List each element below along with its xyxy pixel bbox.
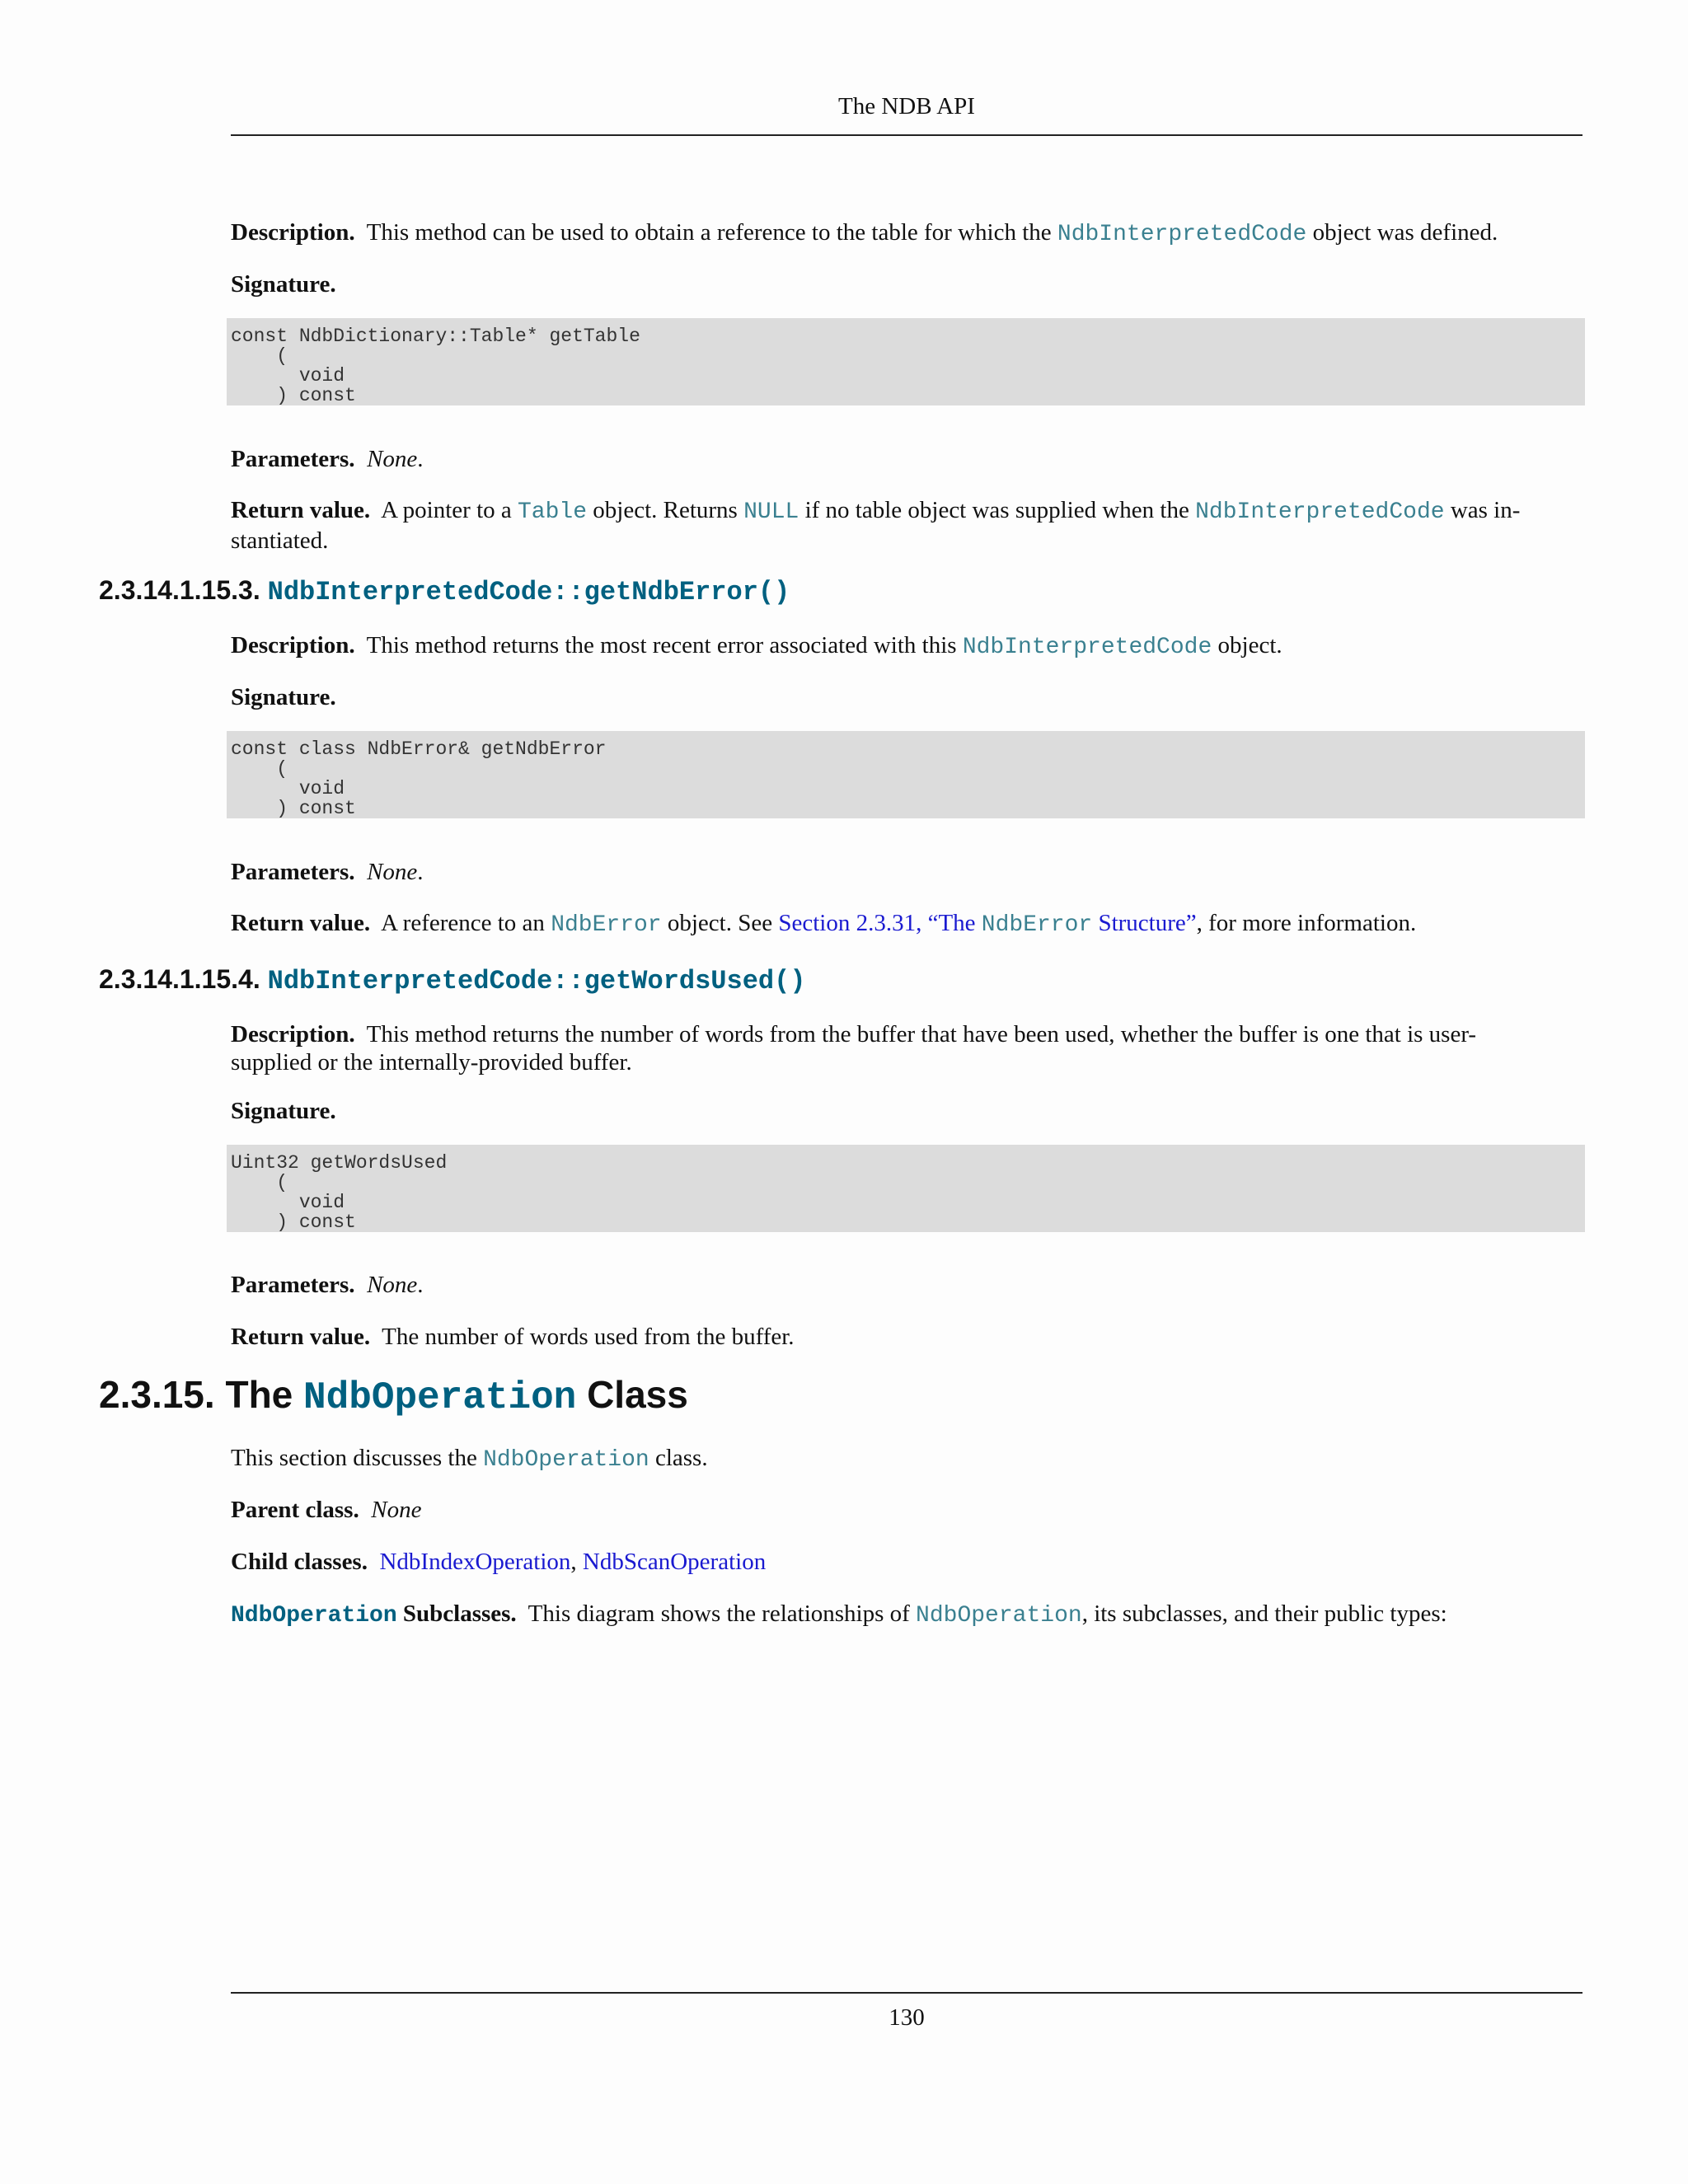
getndberror-signature-label: Signature.: [231, 684, 336, 710]
getwordsused-return: Return value. The number of words used from the buffer.: [231, 1324, 795, 1350]
gettable-signature-code: const NdbDictionary::Table* getTable ( void ) const: [227, 318, 1585, 405]
section-heading-ndboperation: 2.3.15. The NdbOperation Class: [99, 1373, 688, 1419]
gettable-signature-label: Signature.: [231, 271, 336, 298]
getndberror-return: Return value. A reference to an NdbError object. See Section 2.3.31, “The NdbError Structure”, for more information.: [231, 910, 1417, 938]
getwordsused-signature-code: Uint32 getWordsUsed ( void ) const: [227, 1145, 1585, 1232]
description-label: Description.: [231, 219, 355, 246]
ndbindexoperation-link[interactable]: NdbIndexOperation: [379, 1549, 571, 1575]
getwordsused-signature-label: Signature.: [231, 1098, 336, 1124]
gettable-parameters: Parameters. None.: [231, 446, 424, 472]
getndberror-signature-code: const class NdbError& getNdbError ( void ) const: [227, 731, 1585, 818]
section-heading-getwordsused: 2.3.14.1.15.4. NdbInterpretedCode::getWordsUsed(): [99, 964, 806, 996]
getwordsused-parameters: Parameters. None.: [231, 1272, 424, 1298]
ndboperation-intro: This section discusses the NdbOperation class.: [231, 1445, 708, 1473]
page-number: 130: [889, 2004, 925, 2031]
header-rule: [231, 134, 1582, 136]
getndberror-description: Description. This method returns the most recent error associated with this NdbInterpretedCode object.: [231, 632, 1282, 660]
getndberror-parameters: Parameters. None.: [231, 859, 424, 885]
section-heading-getndberror: 2.3.14.1.15.3. NdbInterpretedCode::getNdbError(): [99, 575, 790, 607]
running-header: The NDB API: [838, 93, 975, 120]
ndboperation-subclasses: NdbOperation Subclasses. This diagram shows the relationships of NdbOperation, its subclasses, and their public types:: [231, 1601, 1447, 1629]
gettable-return: Return value. A pointer to a Table object. Returns NULL if no table object was supplied when the NdbInterpretedCode was in-stantiated.: [231, 497, 1521, 554]
code-ref: NdbInterpretedCode: [1057, 222, 1307, 247]
getwordsused-description: Description. This method returns the number of words from the buffer that have been used, whether the buffer is one that is user- supplied or the internally-provided buffer.: [231, 1021, 1477, 1076]
footer-rule: [231, 1992, 1582, 1994]
ndberror-structure-link[interactable]: Section 2.3.31, “The NdbError Structure”: [778, 910, 1197, 938]
gettable-description: Description. This method can be used to obtain a reference to the table for which the NdbInterpretedCode object was defined.: [231, 219, 1498, 247]
ndbscanoperation-link[interactable]: NdbScanOperation: [582, 1549, 767, 1575]
ndboperation-child-classes: Child classes. NdbIndexOperation, NdbScanOperation: [231, 1549, 767, 1575]
ndboperation-parent-class: Parent class. None: [231, 1497, 422, 1523]
